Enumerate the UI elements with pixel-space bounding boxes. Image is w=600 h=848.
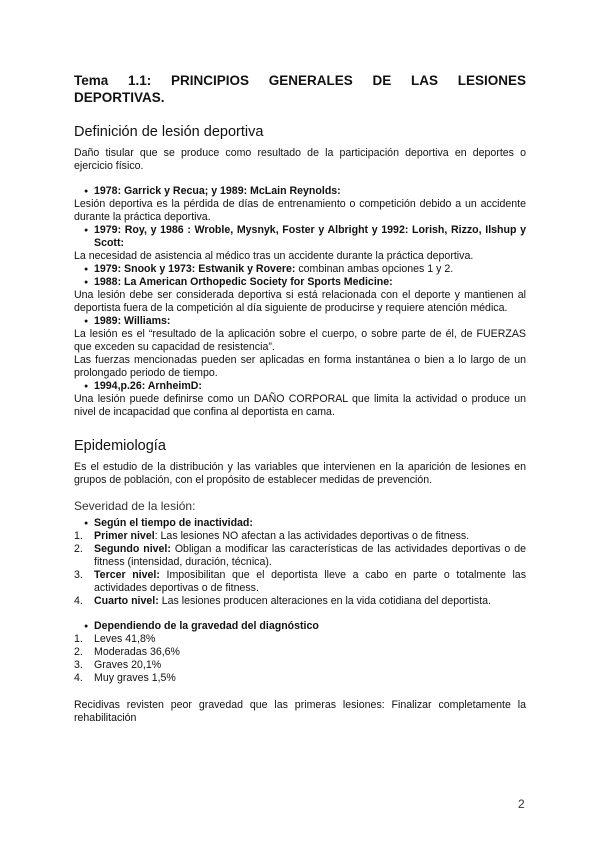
list-item	[74, 646, 526, 659]
inactivity-list	[74, 530, 526, 608]
document-page	[74, 72, 526, 725]
page-title	[74, 72, 526, 106]
list-label: Segundo nivel:	[94, 543, 171, 555]
bullet-1994: ● 1994,p.26: ArnheimD:	[74, 380, 526, 393]
list-text: Obligan a modificar las características de las actividades deportivas o de fitness (intensidad, duración, técnica).	[94, 543, 527, 568]
list-number: 2.	[74, 543, 83, 555]
section-heading-epidemiology: Epidemiología	[74, 438, 166, 454]
bullet-1978: ● 1978: Garrick y Recua; y 1989: McLain Reynolds:	[74, 185, 526, 198]
list-item	[74, 672, 526, 685]
list-text: Leves 41,8%	[94, 633, 156, 645]
list-number: 3.	[74, 659, 83, 671]
bullet-1979-snook-label: 1979: Snook y 1973: Estwanik y Rovere:	[94, 263, 296, 275]
text-1989-a: La lesión es el “resultado de la aplicación sobre el cuerpo, o sobre parte de él, de FUERZAS que exceden su capacidad de resistencia”.	[74, 328, 526, 353]
list-item	[74, 595, 526, 608]
section-heading-definition: Definición de lesión deportiva	[74, 124, 264, 140]
title-line-2: DEPORTIVAS.	[74, 90, 165, 105]
text-1988: Una lesión debe ser considerada deportiva si está relacionada con el deporte y mantienen al deportista fuera de la competición al día siguiente de producirse y requiere atención médica.	[74, 289, 526, 314]
list-item	[74, 569, 526, 595]
bullet-1989: ● 1989: Williams:	[74, 315, 526, 328]
list-item	[74, 633, 526, 646]
list-number: 1.	[74, 633, 83, 645]
bullet-severity: ● Dependiendo de la gravedad del diagnóstico	[74, 620, 526, 633]
list-text: : Las lesiones NO afectan a las actividades deportivas o de fitness.	[154, 530, 470, 542]
list-label: Primer nivel	[94, 530, 155, 542]
closing-note: Recidivas revisten peor gravedad que las primeras lesiones: Finalizar completamente la rehabilitación	[74, 699, 526, 724]
epidemiology-intro: Es el estudio de la distribución y las variables que intervienen en la aparición de lesiones en grupos de población, con el propósito de establecer medidas de prevención.	[74, 461, 526, 486]
list-number: 3.	[74, 569, 83, 581]
list-item	[74, 659, 526, 672]
bullet-1979-roy: ● 1979: Roy, y 1986 : Wroble, Mysnyk, Foster y Albright y 1992: Lorish, Rizzo, Ilshup y Scott:	[74, 224, 526, 250]
bullet-inactivity: ● Según el tiempo de inactividad:	[74, 517, 526, 530]
severity-list	[74, 633, 526, 685]
list-text: Imposibilitan que el deportista lleve a cabo en parte o totalmente las actividades deportivas o de fitness.	[94, 569, 526, 594]
severity-subheading: Severidad de la lesión:	[74, 499, 196, 513]
list-number: 4.	[74, 595, 83, 607]
bullet-1988: ● 1988: La American Orthopedic Society for Sports Medicine:	[74, 276, 526, 289]
list-text: Graves 20,1%	[94, 659, 162, 671]
bullet-1979-snook-text: combinan ambas opciones 1 y 2.	[295, 263, 454, 275]
list-number: 4.	[74, 672, 83, 684]
page-number: 2	[518, 797, 525, 811]
list-text: Moderadas 36,6%	[94, 646, 180, 658]
list-text: Las lesiones producen alteraciones en la vida cotidiana del deportista.	[158, 595, 491, 607]
text-1994: Una lesión puede definirse como un DAÑO CORPORAL que limita la actividad o produce un nivel de incapacidad que confina al deportista en cama.	[74, 393, 526, 418]
text-1978: Lesión deportiva es la pérdida de días de entrenamiento o competición debido a un accidente durante la práctica deportiva.	[74, 198, 526, 223]
list-label: Tercer nivel:	[94, 569, 160, 581]
text-1989-b: Las fuerzas mencionadas pueden ser aplicadas en forma instantánea o bien a lo largo de un prolongado periodo de tiempo.	[74, 354, 526, 379]
list-item	[74, 543, 526, 569]
definition-intro: Daño tisular que se produce como resultado de la participación deportiva en deportes o ejercicio físico.	[74, 147, 526, 172]
list-text: Muy graves 1,5%	[94, 672, 176, 684]
text-1979-roy: La necesidad de asistencia al médico tras un accidente durante la práctica deportiva.	[74, 250, 474, 262]
list-item	[74, 530, 526, 543]
list-label: Cuarto nivel:	[94, 595, 159, 607]
list-number: 1.	[74, 530, 83, 542]
bullet-1979-snook	[74, 263, 526, 276]
list-number: 2.	[74, 646, 83, 658]
title-line-1: Tema 1.1: PRINCIPIOS GENERALES DE LAS LESIONES	[74, 73, 526, 88]
